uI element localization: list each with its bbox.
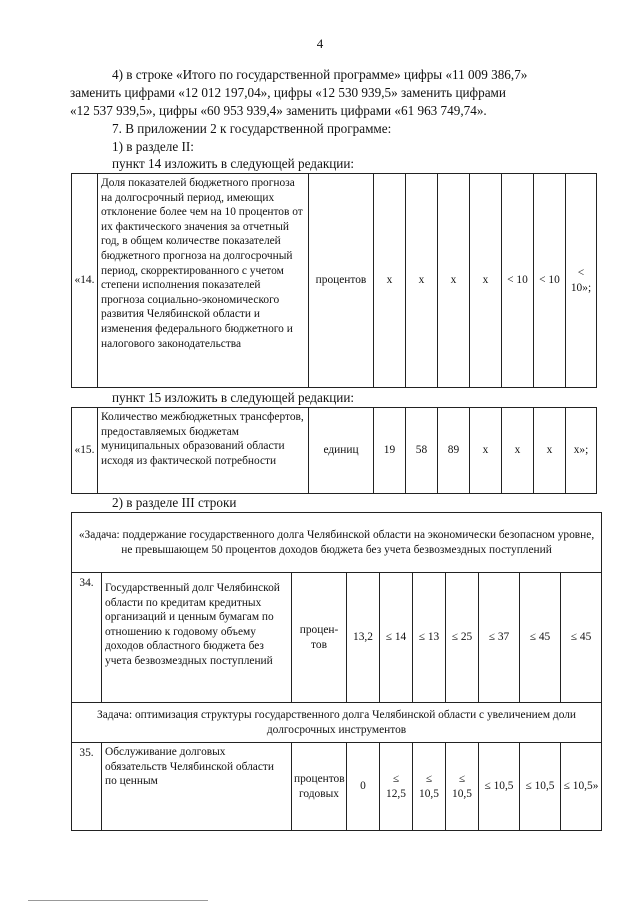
value-cell: x <box>470 174 502 388</box>
value-cell: x <box>534 408 566 494</box>
value-cell: x <box>502 408 534 494</box>
paragraph-line: 1) в разделе II: <box>112 139 194 154</box>
value-cell: 58 <box>406 408 438 494</box>
row-number: 35. <box>72 743 102 831</box>
value-cell: 0 <box>347 743 380 831</box>
row-number: «15. <box>72 408 98 494</box>
footer-divider <box>28 900 208 901</box>
paragraph-line: 7. В приложении 2 к государственной программе: <box>112 121 392 136</box>
value-cell: x <box>438 174 470 388</box>
value-cell: ≤ 37 <box>479 573 520 703</box>
value-cell: ≤ 13 <box>413 573 446 703</box>
section-3-table <box>71 512 602 831</box>
page-number: 4 <box>316 36 324 51</box>
paragraph-line: пункт 14 изложить в следующей редакции: <box>112 156 355 171</box>
value-cell: ≤ 10,5» <box>561 743 602 831</box>
value-cell: ≤ 14 <box>380 573 413 703</box>
value-cell: x»; <box>566 408 597 494</box>
value-cell: ≤ 10,5 <box>413 743 446 831</box>
value-cell: ≤ 25 <box>446 573 479 703</box>
value-cell: < 10 <box>502 174 534 388</box>
paragraph-line: 4) в строке «Итого по государственной программе» цифры «11 009 386,7» <box>112 67 528 82</box>
value-cell: ≤ 45 <box>561 573 602 703</box>
unit-cell: процентов <box>309 174 374 388</box>
value-cell: ≤ 10,5 <box>446 743 479 831</box>
indicator-name: Обслуживание долговых обязательств Челябинской области по ценным <box>102 743 292 831</box>
value-cell: 19 <box>374 408 406 494</box>
value-cell: ≤ 10,5 <box>520 743 561 831</box>
indicator-table-row-15 <box>71 407 597 494</box>
indicator-name: Государственный долг Челябинской области по кредитам кредитных организаций и ценным бумагам по отношению к годовому объему доходов областного бюджета без учета безвозмездных поступлений <box>102 573 292 703</box>
row-number: 34. <box>72 573 102 703</box>
section-heading: 2) в разделе III строки <box>112 495 237 510</box>
paragraph-line: «12 537 939,5», цифры «60 953 939,4» заменить цифрами «61 963 749,74». <box>70 103 487 118</box>
value-cell: ≤ 45 <box>520 573 561 703</box>
value-cell: x <box>470 408 502 494</box>
value-cell: x <box>374 174 406 388</box>
unit-cell: процентов годовых <box>292 743 347 831</box>
section-heading: пункт 15 изложить в следующей редакции: <box>112 390 355 405</box>
value-cell: < 10»; <box>566 174 597 388</box>
value-cell: 89 <box>438 408 470 494</box>
indicator-table-row-14 <box>71 173 597 388</box>
indicator-name: Доля показателей бюджетного прогноза на долгосрочный период, имеющих отклонение более чем на 10 процентов от их фактического значения за отчетный год, в общем количестве показателей бюджетного прогноза на долгосрочный период, скорректированного с учетом степени исполнения показателей прогноза социально-экономического развития Челябинской области и изменения федерального бюджетного и налогового законодательства <box>98 174 309 388</box>
row-number: «14. <box>72 174 98 388</box>
value-cell: x <box>406 174 438 388</box>
task-heading: «Задача: поддержание государственного долга Челябинской области на экономически безопасном уровне, не превышающем 50 процентов доходов бюджета без учета безвозмездных поступлений <box>72 513 602 573</box>
paragraph-line: заменить цифрами «12 012 197,04», цифры «12 530 939,5» заменить цифрами <box>70 85 506 100</box>
unit-cell: процен-тов <box>292 573 347 703</box>
value-cell: ≤ 12,5 <box>380 743 413 831</box>
value-cell: 13,2 <box>347 573 380 703</box>
task-heading: Задача: оптимизация структуры государственного долга Челябинской области с увеличением доли долгосрочных инструментов <box>72 703 602 743</box>
indicator-name: Количество межбюджетных трансфертов, предоставляемых бюджетам муниципальных образований области исходя из фактической потребности <box>98 408 309 494</box>
unit-cell: единиц <box>309 408 374 494</box>
value-cell: < 10 <box>534 174 566 388</box>
value-cell: ≤ 10,5 <box>479 743 520 831</box>
